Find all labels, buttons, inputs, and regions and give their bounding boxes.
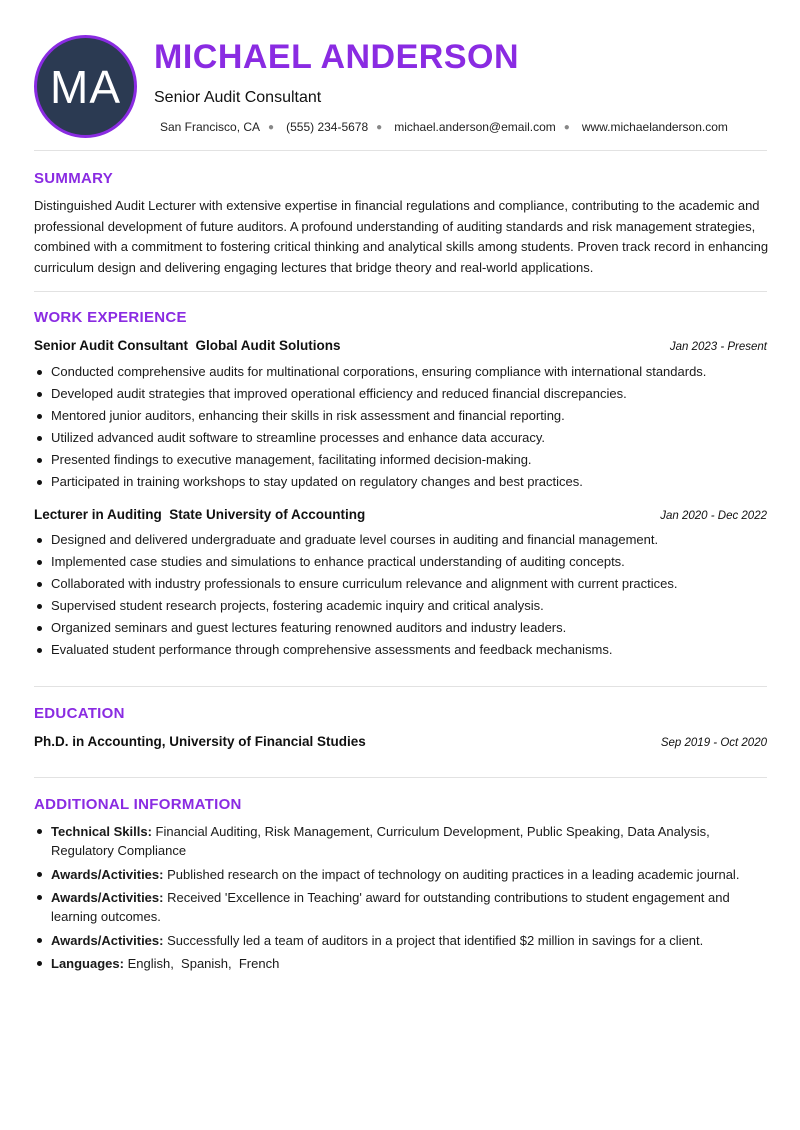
list-item: Evaluated student performance through comprehensive assessments and feedback mechanisms.	[34, 639, 767, 661]
divider	[34, 777, 767, 778]
experience-heading: WORK EXPERIENCE	[34, 309, 187, 326]
separator-dot-icon: ●	[563, 121, 570, 133]
divider	[34, 686, 767, 687]
info-text: Received 'Excellence in Teaching' award for outstanding contributions to student engagement and learning outcomes.	[51, 890, 730, 924]
info-text: Financial Auditing, Risk Management, Curriculum Development, Public Speaking, Data Analysis, Regulatory Compliance	[51, 824, 710, 858]
job-dates: Jan 2020 - Dec 2022	[660, 510, 767, 522]
info-label: Awards/Activities:	[51, 866, 164, 882]
separator-dot-icon: ●	[268, 121, 275, 133]
candidate-title: Senior Audit Consultant	[154, 89, 322, 106]
list-item: Developed audit strategies that improved operational efficiency and reduced financial discrepancies.	[34, 383, 767, 405]
list-item: Designed and delivered undergraduate and graduate level courses in auditing and financial management.	[34, 529, 767, 551]
job-role: Lecturer in Auditing State University of Accounting	[34, 507, 366, 522]
info-label: Awards/Activities:	[51, 932, 164, 948]
job-bullets	[34, 361, 767, 493]
job-header	[34, 338, 767, 353]
list-item: Presented findings to executive management, facilitating informed decision-making.	[34, 449, 767, 471]
list-item	[34, 888, 767, 926]
list-item: Collaborated with industry professionals to ensure curriculum relevance and alignment with current practices.	[34, 573, 767, 595]
divider	[34, 291, 767, 292]
contact-phone: (555) 234-5678	[286, 120, 369, 134]
contact-website[interactable]: www.michaelanderson.com	[581, 120, 728, 134]
education-dates: Sep 2019 - Oct 2020	[660, 737, 767, 749]
info-text: English, Spanish, French	[123, 956, 280, 971]
additional-list	[34, 822, 767, 978]
candidate-name: MICHAEL ANDERSON	[154, 38, 520, 76]
education-degree: Ph.D. in Accounting, University of Financial Studies	[34, 734, 366, 749]
info-text: Successfully led a team of auditors in a project that identified $2 million in savings for a client.	[163, 932, 704, 948]
list-item: Supervised student research projects, fostering academic inquiry and critical analysis.	[34, 595, 767, 617]
additional-heading: ADDITIONAL INFORMATION	[34, 796, 242, 813]
contact-row	[160, 120, 728, 134]
contact-location: San Francisco, CA	[160, 120, 261, 134]
list-item: Mentored junior auditors, enhancing their skills in risk assessment and financial reporting.	[34, 405, 767, 427]
education-heading: EDUCATION	[34, 705, 125, 722]
list-item: Organized seminars and guest lectures featuring renowned auditors and industry leaders.	[34, 617, 767, 639]
list-item	[34, 865, 767, 884]
summary-text: Distinguished Audit Lecturer with extensive expertise in financial regulations and compliance, contributing to the academic and professional development of future auditors. A profound understanding of auditing standards and risk management strategies, combined with a commitment to fostering critical thinking and analytical skills among students. Proven track record in enhancing curriculum design and delivering engaging lectures that bridge theory and real-world applications.	[34, 198, 769, 275]
separator-dot-icon: ●	[376, 121, 383, 133]
list-item: Participated in training workshops to stay updated on regulatory changes and best practices.	[34, 471, 767, 493]
job-header	[34, 507, 767, 522]
job-role: Senior Audit Consultant Global Audit Solutions	[34, 338, 341, 353]
info-text: Published research on the impact of technology on auditing practices in a leading academic journal.	[163, 866, 740, 882]
job-dates: Jan 2023 - Present	[669, 341, 767, 353]
info-label: Languages:	[51, 956, 124, 971]
list-item: Conducted comprehensive audits for multinational corporations, ensuring compliance with international standards.	[34, 361, 767, 383]
education-entry	[34, 734, 767, 749]
list-item	[34, 954, 767, 973]
list-item: Implemented case studies and simulations to enhance practical understanding of auditing concepts.	[34, 551, 767, 573]
list-item	[34, 822, 767, 860]
avatar-initials: MA	[34, 35, 137, 138]
summary-heading: SUMMARY	[34, 170, 114, 187]
contact-email[interactable]: michael.anderson@email.com	[394, 120, 556, 134]
list-item: Utilized advanced audit software to streamline processes and enhance data accuracy.	[34, 427, 767, 449]
info-label: Technical Skills:	[51, 824, 152, 839]
list-item	[34, 931, 767, 950]
divider	[34, 150, 767, 151]
job-bullets	[34, 529, 767, 661]
info-label: Awards/Activities:	[51, 890, 164, 905]
